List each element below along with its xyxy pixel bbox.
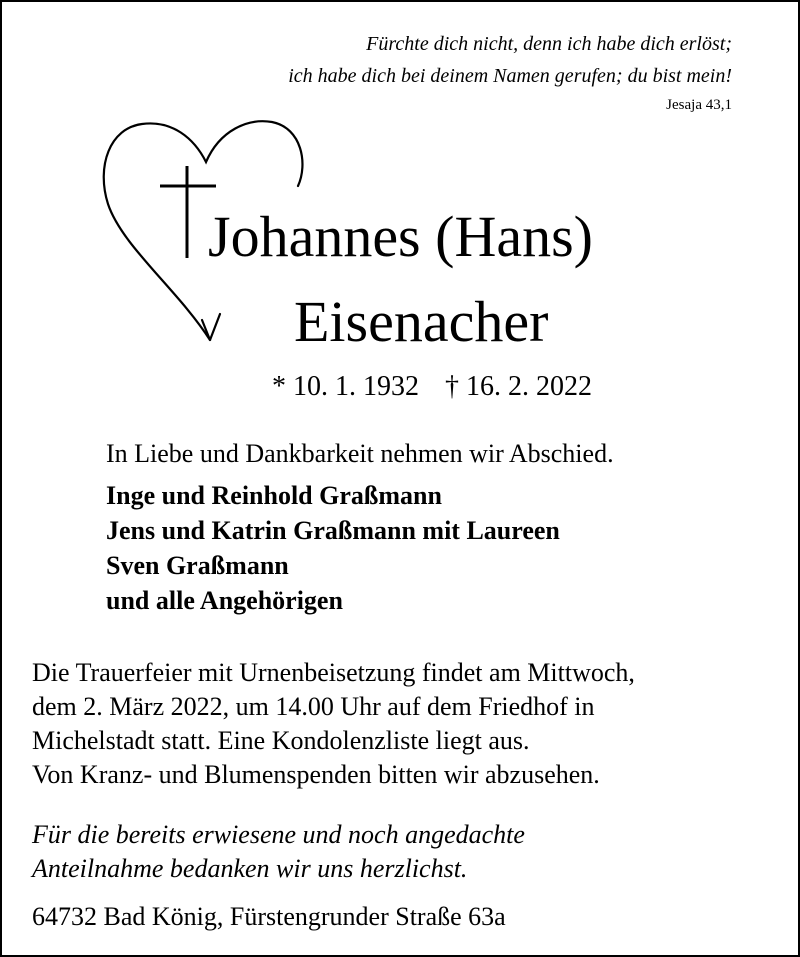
life-dates [272,370,592,404]
mourners-list [106,478,560,618]
mourner-line: und alle Angehörigen [106,586,343,615]
deceased-name-first: Johannes (Hans) [208,204,593,269]
family-address: 64732 Bad König, Fürstengrunder Straße 63a [32,902,506,931]
mourner-line: Inge und Reinhold Graßmann [106,481,442,510]
service-text-line: dem 2. März 2022, um 14.00 Uhr auf dem Friedhof in [32,692,595,721]
thanks-note [32,818,525,886]
death-date: † 16. 2. 2022 [445,371,592,402]
deceased-name-last: Eisenacher [294,289,549,354]
funeral-service-info [32,656,635,792]
service-text-line: Von Kranz- und Blumenspenden bitten wir abzusehen. [32,760,600,789]
thanks-text-line: Für die bereits erwiesene und noch angedachte [32,820,525,849]
bible-quote-reference: Jesaja 43,1 [666,97,732,113]
bible-quote-line-1: Fürchte dich nicht, denn ich habe dich erlöst; [366,33,732,55]
service-text-line: Die Trauerfeier mit Urnenbeisetzung findet am Mittwoch, [32,658,635,687]
mourner-line: Sven Graßmann [106,551,289,580]
mourner-line: Jens und Katrin Graßmann mit Laureen [106,516,560,545]
bible-quote-line-2: ich habe dich bei deinem Namen gerufen; du bist mein! [288,65,732,87]
farewell-line: In Liebe und Dankbarkeit nehmen wir Abschied. [106,439,614,468]
service-text-line: Michelstadt statt. Eine Kondolenzliste liegt aus. [32,726,530,755]
birth-date: * 10. 1. 1932 [272,371,419,402]
thanks-text-line: Anteilnahme bedanken wir uns herzlichst. [32,854,468,883]
